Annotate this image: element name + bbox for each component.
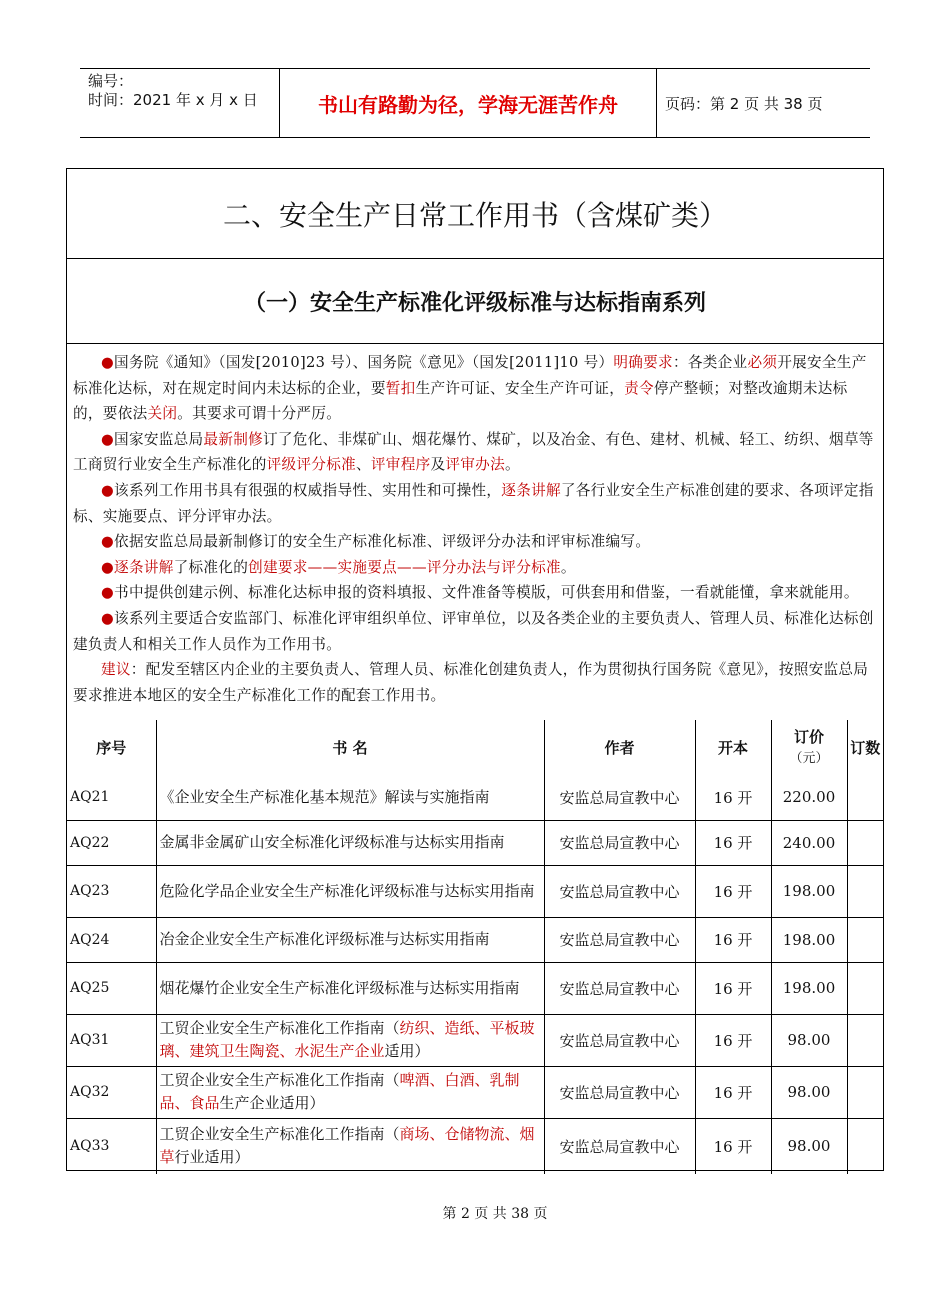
- table-header-row: [67, 720, 883, 775]
- text: ：各类企业: [672, 354, 748, 371]
- title-highlight: 纺织、造纸、平板玻璃、建筑卫生陶瓷、水泥生产企业: [159, 1019, 535, 1060]
- book-author: 安监总局宣教中心: [544, 917, 695, 962]
- page-title: 二、安全生产日常工作用书（含煤矿类）: [67, 169, 883, 259]
- highlight: 最新制修: [203, 430, 263, 448]
- book-code: AQ24: [67, 917, 156, 962]
- book-price: 98.00: [771, 1014, 847, 1066]
- header-meta: [80, 69, 280, 137]
- book-title: [156, 917, 544, 962]
- order-qty-cell[interactable]: [847, 917, 883, 962]
- order-qty-cell[interactable]: [847, 820, 883, 865]
- book-format: 16 开: [695, 962, 771, 1014]
- book-format: 16 开: [695, 1066, 771, 1118]
- book-author: 安监总局宣教中心: [544, 775, 695, 820]
- bullet-dot-icon: ●: [101, 481, 115, 499]
- intro-paragraph: [73, 529, 877, 555]
- book-price: 198.00: [771, 962, 847, 1014]
- bullet-dot-icon: ●: [101, 430, 115, 448]
- table-row: [67, 917, 883, 962]
- table-row: [67, 1014, 883, 1066]
- intro-paragraph: [73, 427, 877, 478]
- title-text: 烟花爆竹企业安全生产标准化评级标准与达标实用指南: [159, 978, 520, 997]
- title-text: 工贸企业安全生产标准化工作指南（: [159, 1071, 400, 1089]
- book-price: 98.00: [771, 1066, 847, 1118]
- text: 该系列工作用书具有很强的权威指导性、实用性和可操性，: [114, 481, 502, 499]
- book-title: [156, 1066, 544, 1118]
- highlight: 暂扣: [385, 379, 416, 397]
- text: 国家安监总局: [114, 430, 204, 448]
- price-unit: （元）: [789, 750, 829, 766]
- bullet-dot-icon: ●: [101, 533, 115, 551]
- book-code: AQ31: [67, 1014, 156, 1066]
- highlight: 创建要求——实施要点——评分办法与评分标准: [248, 558, 561, 576]
- intro-paragraph: [73, 606, 877, 657]
- book-title: [156, 865, 544, 917]
- highlight: 建议: [101, 661, 131, 679]
- title-text: 行业适用）: [174, 1148, 250, 1167]
- book-title: [156, 775, 544, 820]
- book-price: 240.00: [771, 820, 847, 865]
- book-code: AQ21: [67, 775, 156, 820]
- book-price: 220.00: [771, 775, 847, 820]
- book-format: 16 开: [695, 917, 771, 962]
- bullet-dot-icon: ●: [101, 584, 115, 602]
- book-price: 198.00: [771, 917, 847, 962]
- text: 书中提供创建示例、标准化达标申报的资料填报、文件准备等模版，可供套用和借鉴，一看就能懂，拿来就能用。: [114, 584, 859, 602]
- order-qty-cell[interactable]: [847, 1014, 883, 1066]
- title-highlight: 商场、仓储物流、烟草: [159, 1125, 535, 1167]
- title-text: 危险化学品企业安全生产标准化评级标准与达标实用指南: [159, 881, 535, 900]
- highlight: 关闭: [147, 405, 178, 423]
- book-author: 安监总局宣教中心: [544, 1014, 695, 1066]
- order-qty-cell[interactable]: [847, 1066, 883, 1118]
- header-page-info: 页码：第 2 页 共 38 页: [665, 94, 823, 113]
- col-header-name: 书 名: [156, 720, 544, 775]
- order-qty-cell[interactable]: [847, 865, 883, 917]
- title-text: 冶金企业安全生产标准化评级标准与达标实用指南: [159, 930, 490, 948]
- book-format: 16 开: [695, 820, 771, 865]
- highlight: 明确要求: [613, 354, 673, 371]
- text: ：配发至辖区内企业的主要负责人、管理人员、标准化创建负责人，作为贯彻执行国务院《意见》，按照安监总局要求推进本地区的安全生产标准化工作的配套工作用书。: [73, 661, 869, 704]
- book-format: 16 开: [695, 865, 771, 917]
- book-code: AQ25: [67, 962, 156, 1014]
- book-title: [156, 1118, 544, 1174]
- book-table: [67, 720, 883, 1174]
- title-highlight: 啤酒、白酒、乳制品、食品: [159, 1071, 520, 1112]
- text: 开展安全生产标准化达标，对在规定时间内未达标的企业，要: [73, 354, 867, 397]
- highlight: 责令: [624, 379, 654, 397]
- text: 。其要求可谓十分严厉。: [177, 405, 342, 423]
- text: 国务院《通知》（国发[2010]23 号）、国务院《意见》（国发[2011]10 号）: [114, 354, 614, 371]
- book-author: 安监总局宣教中心: [544, 1118, 695, 1174]
- table-row: [67, 1066, 883, 1118]
- intro-paragraph: [73, 580, 877, 606]
- highlight: 逐条讲解: [114, 558, 174, 576]
- page-footer: 第 2 页 共 38 页: [442, 1206, 548, 1222]
- highlight: 评级评分标准: [266, 456, 356, 474]
- book-format: 16 开: [695, 1118, 771, 1174]
- highlight: 逐条讲解: [501, 481, 561, 499]
- table-row: [67, 775, 883, 820]
- bullet-dot-icon: ●: [101, 609, 115, 627]
- title-text: 工贸企业安全生产标准化工作指南（: [159, 1125, 400, 1144]
- header-motto: 书山有路勤为径，学海无涯苦作舟: [280, 69, 657, 137]
- text: 生产许可证、安全生产许可证，: [415, 379, 625, 397]
- table-row: [67, 820, 883, 865]
- text: 。: [504, 456, 520, 474]
- book-format: 16 开: [695, 775, 771, 820]
- book-title: [156, 1014, 544, 1066]
- book-author: 安监总局宣教中心: [544, 820, 695, 865]
- book-title: [156, 820, 544, 865]
- page-header: [80, 68, 870, 138]
- book-author: 安监总局宣教中心: [544, 962, 695, 1014]
- intro-paragraph: [73, 478, 877, 529]
- intro-paragraph: [73, 657, 877, 708]
- intro-text: [67, 344, 883, 719]
- book-author: 安监总局宣教中心: [544, 1066, 695, 1118]
- intro-paragraph: [73, 350, 877, 427]
- title-text: 生产企业适用）: [219, 1094, 325, 1112]
- book-code: AQ23: [67, 865, 156, 917]
- book-title: [156, 962, 544, 1014]
- title-text: 《企业安全生产标准化基本规范》解读与实施指南: [159, 787, 490, 806]
- doc-date: 时间：2021 年 x 月 x 日: [88, 91, 258, 109]
- text: 。: [560, 558, 576, 576]
- order-qty-cell[interactable]: [847, 1118, 883, 1174]
- text: 、: [356, 456, 371, 474]
- book-code: AQ32: [67, 1066, 156, 1118]
- intro-paragraph: [73, 555, 877, 581]
- section-title: （一）安全生产标准化评级标准与达标指南系列: [67, 259, 883, 344]
- book-author: 安监总局宣教中心: [544, 865, 695, 917]
- title-text: 金属非金属矿山安全标准化评级标准与达标实用指南: [159, 833, 505, 851]
- title-text: 适用）: [384, 1042, 430, 1060]
- highlight: 必须: [747, 354, 778, 371]
- text: 了标准化的: [173, 558, 249, 576]
- text: 依据安监总局最新制修订的安全生产标准化标准、评级评分办法和评审标准编写。: [114, 533, 651, 551]
- book-price: 98.00: [771, 1118, 847, 1174]
- highlight: 评审程序: [370, 456, 431, 474]
- bullet-dot-icon: ●: [101, 558, 115, 576]
- order-qty-cell[interactable]: [847, 962, 883, 1014]
- book-price: 198.00: [771, 865, 847, 917]
- col-header-author: 作者: [544, 720, 695, 775]
- table-row: [67, 865, 883, 917]
- col-header-price: [771, 720, 847, 775]
- col-header-format: 开本: [695, 720, 771, 775]
- doc-number-label: 编号：: [88, 72, 134, 90]
- table-row: [67, 962, 883, 1014]
- table-row: [67, 1118, 883, 1174]
- text: 及: [430, 456, 446, 474]
- text: 订了危化、非煤矿山、烟花爆竹、煤矿，以及冶金、有色、建材、机械、轻工、纺织、烟草等工商贸行业安全生产标准化的: [73, 430, 874, 474]
- book-code: AQ22: [67, 820, 156, 865]
- catalog-box: [66, 168, 884, 1171]
- price-label: 订价: [793, 727, 824, 746]
- text: 停产整顿；对整改逾期未达标的，要依法: [73, 379, 848, 423]
- col-header-qty: 订数: [847, 720, 883, 775]
- bullet-dot-icon: ●: [101, 354, 115, 371]
- book-format: 16 开: [695, 1014, 771, 1066]
- text: 该系列主要适合安监部门、标准化评审组织单位、评审单位，以及各类企业的主要负责人、管理人员、标准化达标创建负责人和相关工作人员作为工作用书。: [73, 609, 874, 653]
- highlight: 评审办法: [445, 456, 505, 474]
- order-qty-cell[interactable]: [847, 775, 883, 820]
- col-header-code: 序号: [67, 720, 156, 775]
- text: 了各行业安全生产标准创建的要求、各项评定指标、实施要点、评分评审办法。: [73, 481, 874, 525]
- book-code: AQ33: [67, 1118, 156, 1174]
- title-text: 工贸企业安全生产标准化工作指南（: [159, 1019, 400, 1037]
